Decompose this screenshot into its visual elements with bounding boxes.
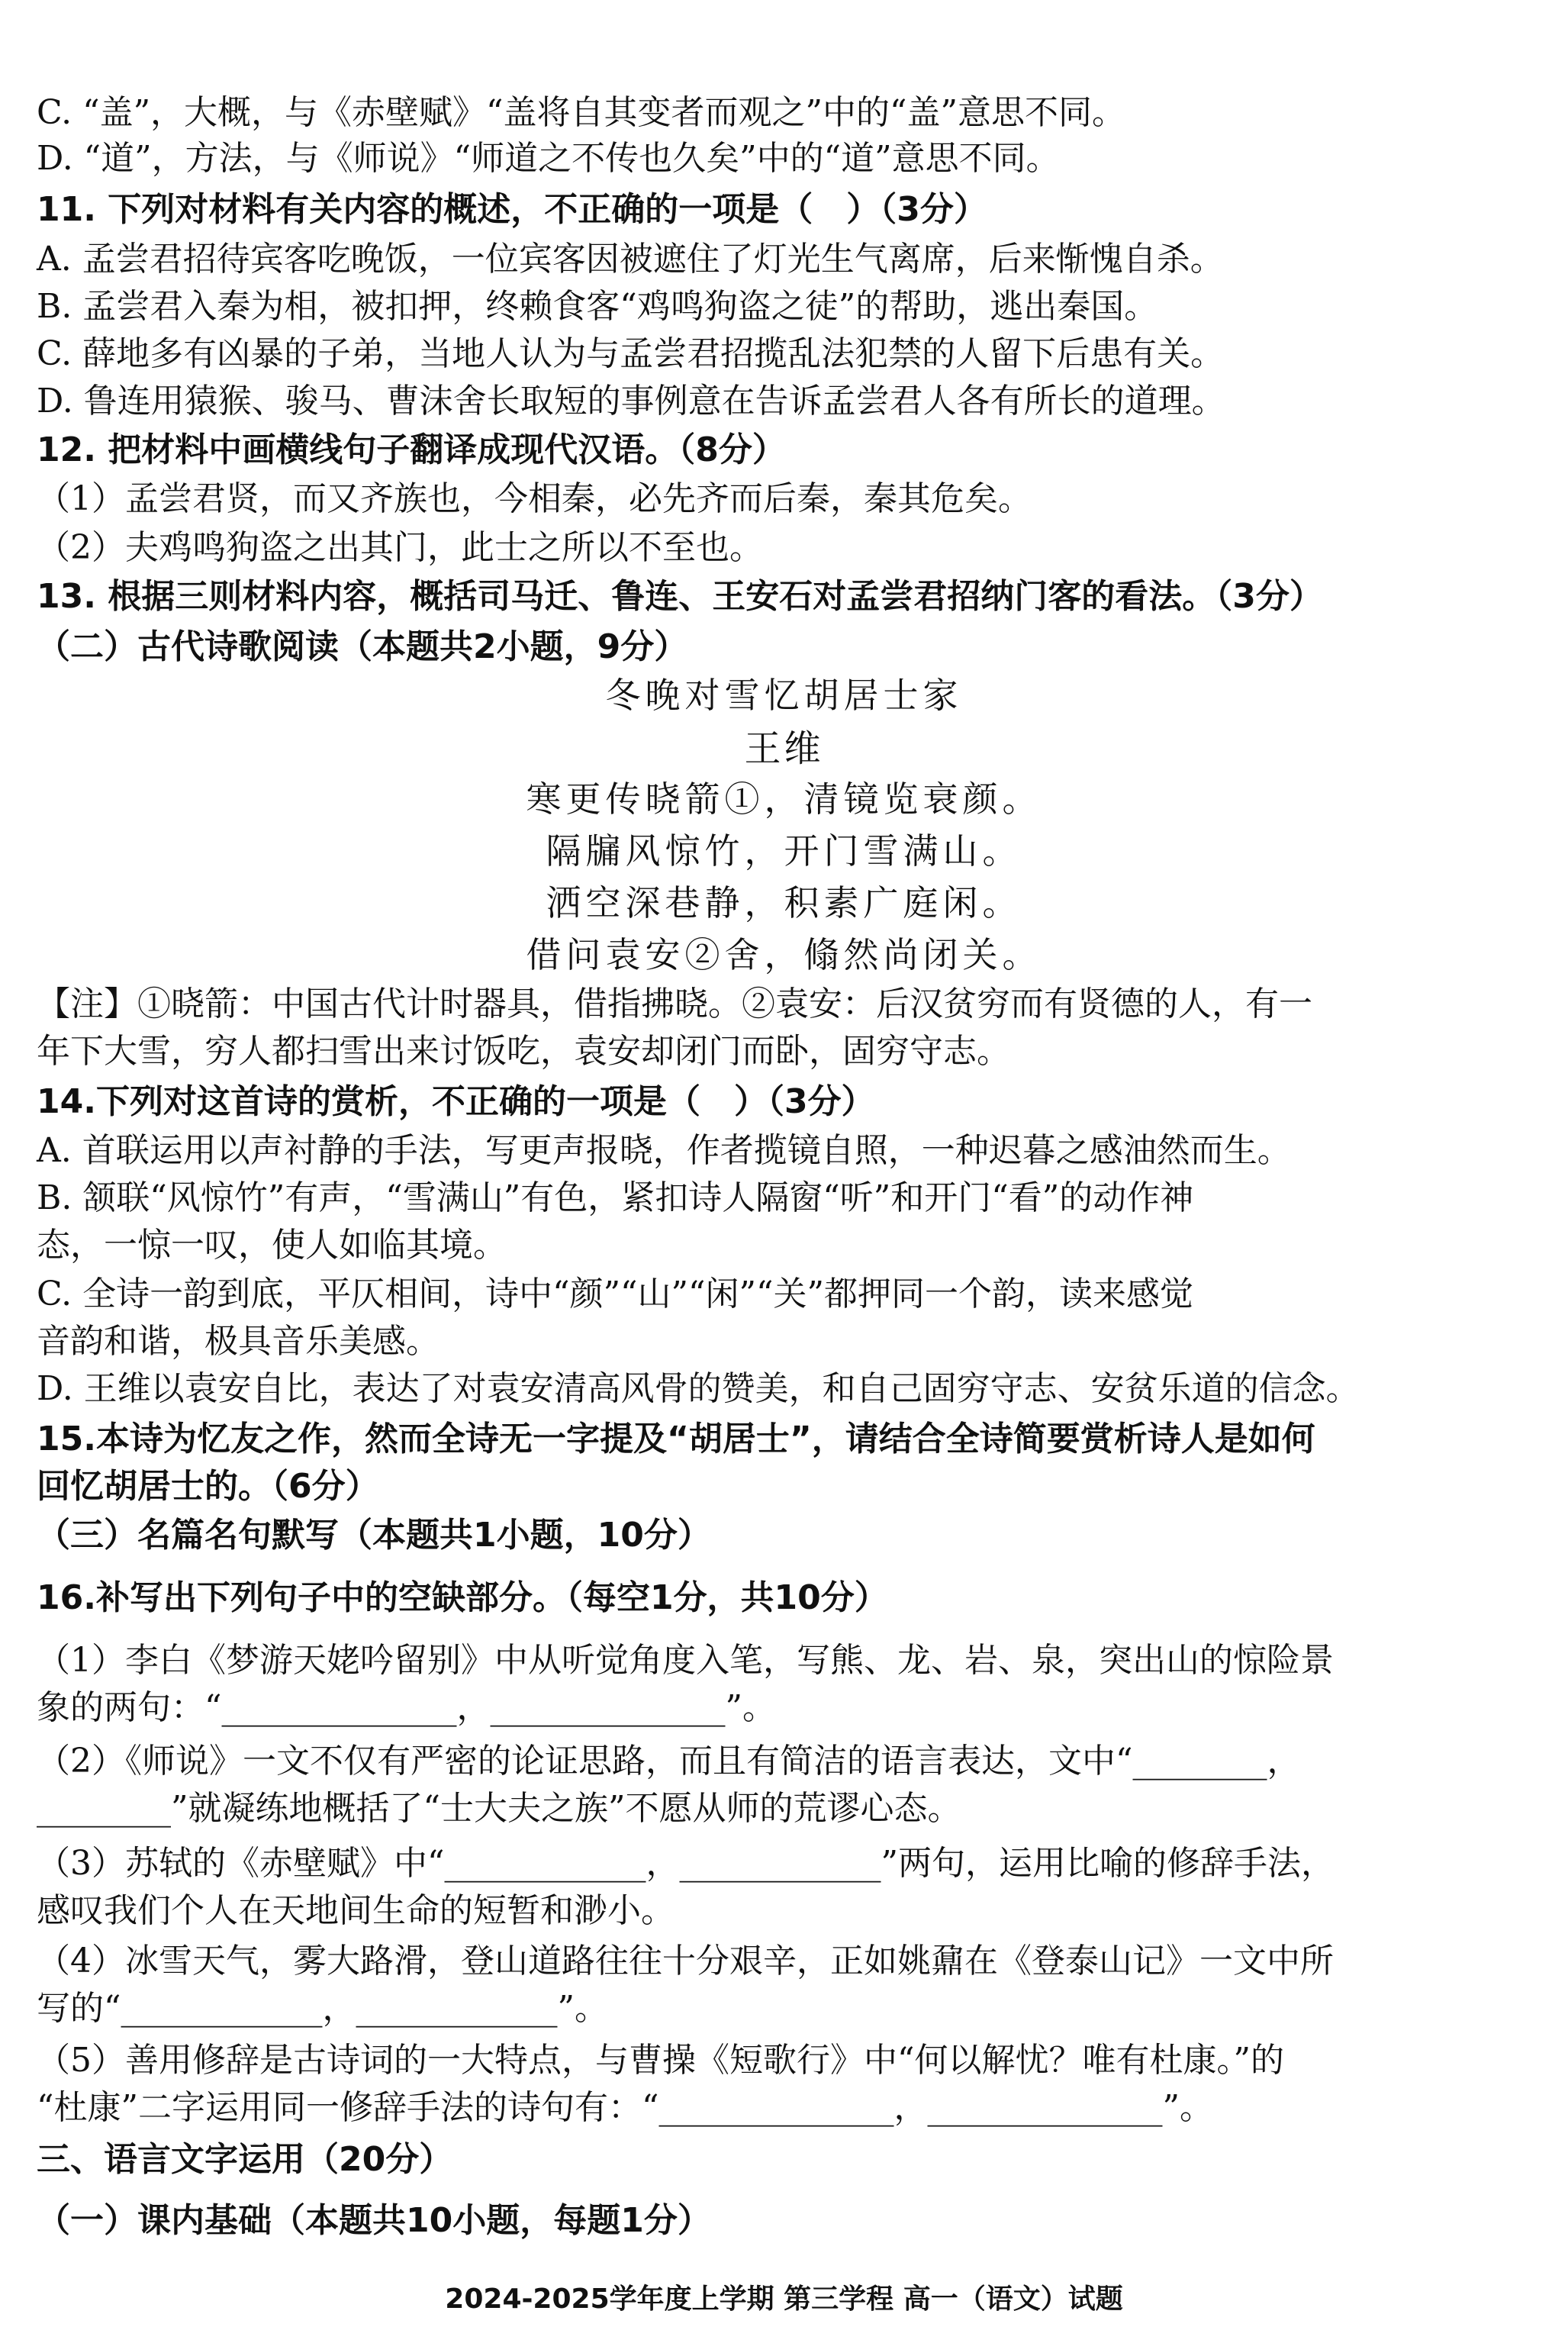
question-15-line-2: 回忆胡居士的。（6分）: [37, 1467, 379, 1506]
q16-item-5-line-2: “杜康”二字运用同一修辞手法的诗句有：“______________，______________”。: [37, 2088, 1213, 2127]
poem-title: 冬晚对雪忆胡居士家: [605, 675, 963, 716]
poem-note-line-2: 年下大雪，穷人都扫雪出来讨饭吃，袁安却闭门而卧，固穷守志。: [37, 1032, 1010, 1071]
section-basics-heading: （一）课内基础（本题共10小题，每题1分）: [37, 2201, 711, 2240]
poem-line-3: 洒空深巷静，积素广庭闲。: [546, 882, 1022, 923]
question-15-line-1: 15.本诗为忆友之作，然而全诗无一字提及“胡居士”，请结合全诗简要赏析诗人是如何: [37, 1420, 1315, 1458]
question-13: 13. 根据三则材料内容，概括司马迁、鲁连、王安石对孟尝君招纳门客的看法。（3分）: [37, 577, 1323, 616]
section-recitation-heading: （三）名篇名句默写（本题共1小题，10分）: [37, 1516, 711, 1555]
poem-line-4: 借问袁安②舍，翛然尚闭关。: [526, 934, 1042, 975]
option-c-q14-line-1: C. 全诗一韵到底，平仄相间，诗中“颜”“山”“闲”“关”都押同一个韵，读来感觉: [37, 1275, 1194, 1313]
poem-line-2: 隔牖风惊竹，开门雪满山。: [546, 830, 1022, 872]
poem-note-line-1: 【注】①晓箭：中国古代计时器具，借指拂晓。②袁安：后汉贫穷而有贤德的人，有一: [37, 985, 1312, 1023]
option-d-q14: D. 王维以袁安自比，表达了对袁安清高风骨的赞美，和自己固穷守志、安贫乐道的信念。: [37, 1369, 1360, 1408]
q16-item-2-line-1: （2）《师说》一文不仅有严密的论证思路，而且有简洁的语言表达，文中“________，: [37, 1742, 1301, 1781]
option-c-q10: C. “盖”，大概，与《赤壁赋》“盖将自其变者而观之”中的“盖”意思不同。: [37, 93, 1126, 132]
option-b-q11: B. 孟尝君入秦为相，被扣押，终赖食客“鸡鸣狗盗之徒”的帮助，逃出秦国。: [37, 287, 1158, 326]
question-16: 16.补写出下列句子中的空缺部分。（每空1分，共10分）: [37, 1578, 888, 1617]
q16-item-4-line-1: （4）冰雪天气，雾大路滑，登山道路往往十分艰辛，正如姚鼐在《登泰山记》一文中所: [37, 1942, 1334, 1980]
q12-sentence-1: （1）孟尝君贤，而又齐族也，今相秦，必先齐而后秦，秦其危矣。: [37, 479, 1032, 518]
question-14: 14.下列对这首诗的赏析，不正确的一项是（ ）（3分）: [37, 1082, 875, 1121]
page-footer: 2024-2025学年度上学期 第三学程 高一（语文）试题: [445, 2283, 1123, 2315]
section-language-heading: 三、语言文字运用（20分）: [37, 2140, 453, 2179]
option-a-q11: A. 孟尝君招待宾客吃晚饭，一位宾客因被遮住了灯光生气离席，后来惭愧自杀。: [37, 240, 1224, 279]
poem-author: 王维: [744, 727, 824, 770]
q16-item-3-line-2: 感叹我们个人在天地间生命的短暂和渺小。: [37, 1891, 675, 1930]
option-d-q11: D. 鲁连用猿猴、骏马、曹沫舍长取短的事例意在告诉孟尝君人各有所长的道理。: [37, 382, 1225, 421]
option-c-q11: C. 薛地多有凶暴的子弟，当地人认为与孟尝君招揽乱法犯禁的人留下后患有关。: [37, 334, 1225, 373]
q16-item-1-line-1: （1）李白《梦游天姥吟留别》中从听觉角度入笔，写熊、龙、岩、泉，突出山的惊险景: [37, 1641, 1334, 1680]
section-poetry-heading: （二）古代诗歌阅读（本题共2小题，9分）: [37, 627, 688, 666]
q16-item-1-line-2: 象的两句：“______________，______________”。: [37, 1688, 776, 1727]
q16-item-2-line-2: ________”就凝练地概括了“士大夫之族”不愿从师的荒谬心态。: [37, 1789, 961, 1828]
option-a-q14: A. 首联运用以声衬静的手法，写更声报晓，作者揽镜自照，一种迟暮之感油然而生。: [37, 1131, 1291, 1170]
q16-item-3-line-1: （3）苏轼的《赤壁赋》中“____________，____________”两句，运用比喻的修辞手法，: [37, 1844, 1335, 1883]
q12-sentence-2: （2）夫鸡鸣狗盗之出其门，此士之所以不至也。: [37, 528, 763, 567]
q16-item-5-line-1: （5）善用修辞是古诗词的一大特点，与曹操《短歌行》中“何以解忧？唯有杜康。”的: [37, 2041, 1284, 2080]
question-12: 12. 把材料中画横线句子翻译成现代汉语。（8分）: [37, 430, 786, 469]
option-b-q14-line-2: 态，一惊一叹，使人如临其境。: [37, 1226, 507, 1265]
poem-line-1: 寒更传晓箭①，清镜览衰颜。: [526, 778, 1042, 820]
option-d-q10: D. “道”，方法，与《师说》“师道之不传也久矣”中的“道”意思不同。: [37, 139, 1060, 178]
option-c-q14-line-2: 音韵和谐，极具音乐美感。: [37, 1322, 439, 1361]
q16-item-4-line-2: 写的“____________，____________”。: [37, 1989, 608, 2028]
question-11: 11. 下列对材料有关内容的概述，不正确的一项是（ ）（3分）: [37, 190, 987, 229]
option-b-q14-line-1: B. 颔联“风惊竹”有声，“雪满山”有色，紧扣诗人隔窗“听”和开门“看”的动作神: [37, 1178, 1194, 1217]
